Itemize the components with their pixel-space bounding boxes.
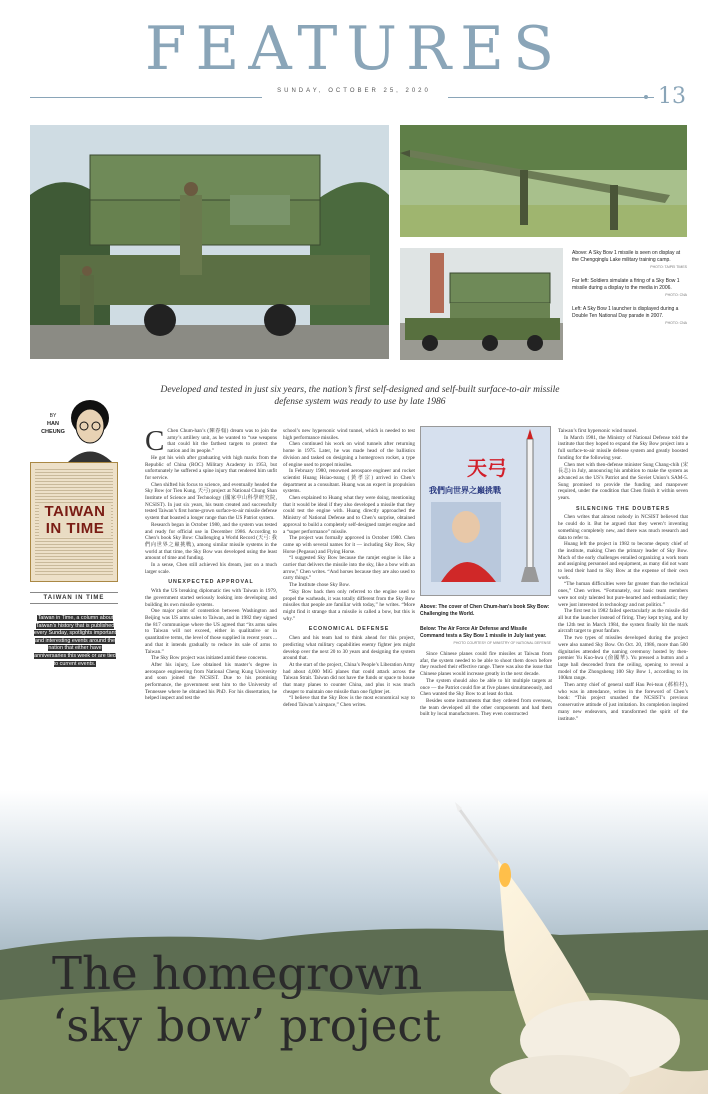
caption-far-left — [572, 278, 687, 299]
issue-date: SUNDAY, OCTOBER 25, 2020 — [277, 88, 431, 94]
caption-book-above — [420, 604, 551, 618]
paragraph: Chen shifted his focus to science, and eventually headed the Sky Bow (or Tien Kung, 天弓) project at National Chung Shan Institute of Science and Technology (國家中山科學研究院, NCSIST). In just six years, his team created and successfully tested Taiwan’s first home-grown surface-to-air missile defense system that boasted a longer range than the US Patriot system. — [145, 481, 277, 522]
caption-left — [572, 306, 687, 327]
book-title-cn: 天弓 — [467, 456, 507, 480]
parade-launcher-drawing — [400, 248, 563, 360]
caption-above — [572, 250, 687, 271]
caption-book-above-text: Above: The cover of Chen Chum-han’s book Sky Bow: Challenging the World. — [420, 604, 550, 617]
paragraph: He got his wish after graduating with high marks from the Republic of China (ROC) Military Academy in 1953, but unfortunately he suffered a spine injury that rendered him unfit for service. — [145, 454, 277, 481]
caption-book-below-text: Below: The Air Force Air Defense and Missile Command tests a Sky Bow 1 missile in July last year. — [420, 626, 547, 639]
poster-title: TAIWAN IN TIME — [39, 503, 111, 537]
book-subtitle-cn: 我們向世界之巔挑戰 — [429, 486, 501, 495]
subhead: SILENCING THE DOUBTERS — [575, 505, 671, 512]
column-poster — [30, 462, 118, 582]
paragraph: In February 1980, renowned aerospace engineer and rocket scientist Huang Hsiao-tsung (黃孝宗) arrived in Chen’s department as a consultant. Huang was an expert in propulsion systems. — [283, 468, 415, 495]
launcher-drawing — [30, 125, 389, 359]
caption-far-left-credit: PHOTO: CNA — [665, 293, 687, 297]
photo-soldiers-launcher — [30, 125, 389, 359]
caption-left-credit: PHOTO: CNA — [665, 321, 687, 325]
paragraph: Chen explained to Huang what they were doing, mentioning that it would be ideal if they also developed a missile that they could test the engine with. Huang directly approached the Ministry of National Defense and to Chen’s surprise, obtained approval to build a completely self-designed ramjet engine and a “super performance” missile. — [283, 495, 415, 535]
paragraph: The Sky Bow project was initiated amid these concerns. — [151, 655, 268, 662]
article-column-2 — [283, 428, 415, 833]
column-name: TAIWAN IN TIME — [30, 592, 118, 604]
book-cover-image — [420, 426, 551, 596]
photo-missile-display — [400, 125, 687, 237]
article-column-3 — [420, 651, 552, 791]
paragraph: Huang left the project in 1982 to become deputy chief of the institute, making Chen the primary leader of Sky Bow. Much of the early challenges entailed organizing a work team and assigning personnel and equipment, as many did not want to lend their hand to Sky Bow at the expense of their own work. — [558, 541, 688, 581]
photo-parade-launcher — [400, 248, 563, 360]
masthead-rule-right — [448, 97, 654, 98]
caption-left-text: Left: A Sky Bow 1 launcher is displayed during a Double Ten National Day parade in 2007. — [572, 306, 679, 319]
paragraph: The Institute chose Sky Bow. — [289, 582, 350, 589]
page-number: 13 — [658, 84, 686, 109]
caption-above-credit: PHOTO: TAIPEI TIMES — [650, 265, 687, 269]
paragraph: The project was formally approved in October 1980. Chen came up with several names for it — including Sky Bow, Sky Horse (Pegasus) and Flying Horse. — [283, 535, 415, 555]
paragraph: Taiwan’s first hypersonic wind tunnel. — [558, 428, 638, 434]
paragraph: Since Chinese planes could fire missiles at Taiwan from afar, the system needed to be able to shoot them down before they reached their effective range. There was also the issue that Chinese planes would increase greatly in the next decade. — [420, 651, 552, 678]
caption-far-left-text: Far left: Soldiers simulate a firing of a Sky Bow 1 missile during a display to the media in 2006. — [572, 278, 680, 291]
paragraph: “Sky Bow back then only referred to the engine used to propel the warheads, it was totally different from the Sky Bow missiles that people are familiar with today,” he writes. “More might find it strange that a missile is called a bow, but this is why.” — [283, 588, 415, 622]
paragraph: With the US breaking diplomatic ties with Taiwan in 1979, the government started seriously looking into developing and building its own missile systems. — [145, 588, 277, 608]
paragraph: The two types of missiles developed during the project were also named Sky Bow. On Oct. 20, 1986, more than 500 dignitaries attended the naming ceremony hosted by then-premier Yu Kuo-hwa (俞國華). Yu pressed a button and a large ball descended from the ceiling, opening to reveal a model of the Zhongsheng 100 Sky Bow 1, according to its 100km range. — [558, 635, 688, 682]
paragraph: In a sense, Chen still achieved his dream, just on a much larger scale. — [145, 562, 277, 575]
missile-display-drawing — [400, 125, 687, 237]
paragraph: In March 1981, the Ministry of National Defense told the institute that they hoped to expand the Sky Bow project into a full surface-to-air missile defense system and greatly boosted funding for the following year. — [558, 434, 688, 461]
masthead-rule-left — [30, 97, 262, 98]
paragraph: Chen and his team had to think ahead for this project, predicting what military capabilities enemy fighter jets might develop over the next 20 to 30 years and designing the system around that. — [283, 635, 415, 662]
paragraph: school’s new hypersonic wind tunnel, which is needed to test high performance missiles. — [283, 428, 415, 441]
caption-book-below — [420, 626, 551, 647]
book-cover-drawing — [421, 427, 551, 596]
column-blurb-text: Taiwan in Time, a column about Taiwan’s history that is published every Sunday, spotlights important and interesting events around the nation that either have anniversaries this week or are tied to current events. — [33, 615, 117, 667]
paragraph: Chen Chum-han’s (陳春翰) dream was to join the army’s artillery unit, as he wanted to “use weapons that could hit the farthest targets to protect the nation and its people.” — [167, 428, 277, 455]
article-column-1 — [145, 428, 277, 833]
masthead-dot — [644, 95, 648, 99]
headline-line-2: ‘sky bow’ project — [52, 999, 441, 1052]
column-blurb — [32, 615, 118, 668]
drop-cap: C — [145, 428, 165, 457]
paragraph: “I suggested Sky Bow because the ramjet engine is like a carrier that delivers the missile into the sky, like a bow with an arrow,” Chen writes. “And horses because they are also used to carry things.” — [283, 555, 415, 582]
paragraph: “The human difficulties were far greater than the technical ones,” Chen writes. “Fortunately, our basic team members were not only talented but pure-hearted and enthusiastic; they were just interested in technology and not politics.” — [558, 581, 688, 608]
byline — [36, 412, 70, 436]
masthead — [0, 0, 708, 112]
caption-book-below-credit: PHOTO COURTESY OF MINISTRY OF NATIONAL DEFENSE — [453, 641, 551, 645]
subhead: ECONOMICAL DEFENSE — [308, 626, 390, 633]
paragraph: “I believe that the Sky Bow is the most economical way to defend Taiwan’s airspace,” Chen writes. — [283, 695, 415, 709]
paragraph: One major point of contention between Washington and Beijing was US arms sales to Taiwan, and in 1982 they signed the 817 communique where the US agreed that “its arms sales to Taiwan will not exceed, either in qualitative or in quantitative terms, the level of those supplied in recent years ... and that it intends gradually to reduce its sale of arms to Taiwan.” — [145, 608, 277, 655]
byline-prefix: BY — [49, 413, 57, 419]
caption-above-text: Above: A Sky Bow 1 missile is seen on display at the Chengqinglu Lake military training camp. — [572, 250, 681, 263]
paragraph: Research began in October 1980, and the system was tested and ready for official use in December 1986. According to Chen’s book Sky Bow: Challenging a World Record (天弓: 我們向世界之巔挑戰), among similar missile systems in the world at that time, the Sky Bow was developed using the least amount of time and funding. — [145, 521, 277, 562]
paragraph: The system should also be able to hit multiple targets at once — the Patriot could fire at five planes simultaneously, and Chen wanted the Sky Bow to at least do that. — [420, 677, 552, 698]
article-column-4 — [558, 428, 688, 833]
subhead: UNEXPECTED APPROVAL — [168, 579, 254, 586]
paragraph: After his injury, Lee obtained his master’s degree in aerospace engineering from National Cheng Kung University and soon joined the NCSIST. Due to his promising performance, the government sent him to the University of Tennessee where he obtained his PhD. For his dissertation, he helped inspect and test the — [145, 661, 277, 702]
byline-name: HAN CHEUNG — [41, 421, 65, 435]
paragraph: At the start of the project, China’s People’s Liberation Army had about 4,000 MiG planes that could attack across the Taiwan Strait. Taiwan did not have the funds or space to house that many planes to counter China, and plus it was much cheaper to maintain one missile than one fighter jet. — [283, 661, 415, 695]
headline-line-1: The homegrown — [52, 947, 423, 1000]
paragraph: Chen writes that almost nobody in NCSIST believed that he could do it. But he argued that they weren’t inventing something completely new, and there was much research and data to refer to. — [558, 514, 688, 541]
article-deck: Developed and tested in just six years, the nation’s first self-designed and self-built surface-to-air missile defense system was ready to use by late 1986 — [160, 385, 560, 407]
paragraph: Chen continued his work on wind tunnels after returning home in 1975. Later, he was made head of the ballistics division and tasked on designing a homegrown rocket, a type of engine used to propel missiles. — [283, 441, 415, 468]
section-title: FEATURES — [144, 14, 564, 84]
paragraph: Chen met with then-defense minister Sung Chang-chih (宋長志) in July, announcing his ambition to make the system as advanced as the US’s Patriot and the Soviet Union’s SAM-5. Sung promised to provide the funding and manpower required, under the condition that Chen finish it within seven years. — [558, 461, 688, 502]
headline — [52, 948, 441, 1052]
paragraph: Besides some instruments that they ordered from overseas, the team developed all the other components and had them built by local manufacturers. They even constructed — [420, 697, 552, 718]
paragraph: Then army chief of general staff Hau Pei-tsun (郝柏村), who was in attendance, writes in the foreword of Chen’s book: “This project smashed the NCSIST’s previous conservative attitude of just imitation. Its completion inspired many new endeavors, and transformed the spirit of the institute.” — [558, 682, 688, 722]
paragraph: The first test in 1982 failed spectacularly as the missile did all but the launcher instead of firing. They kept trying, and by the 12th test in March 1984, the system finally hit the mark aircraft target to great fanfare. — [558, 608, 688, 635]
